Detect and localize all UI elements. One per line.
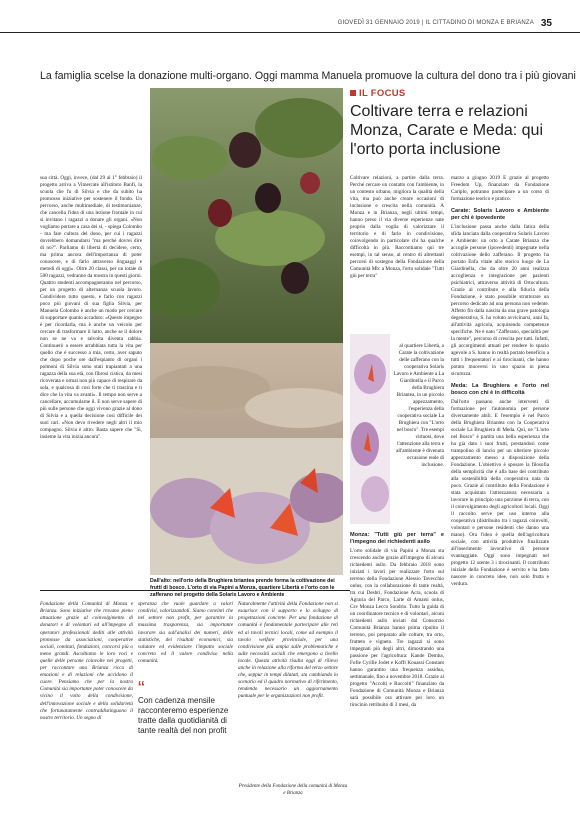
foundation-column-2 xyxy=(138,596,233,674)
right-col-text-a: marzo a giugno 2019 E grazie al progetto Freedom Up, finanziato da Fondazione Cariplo, potranno partecipare a un corso di formazione teorico e pratico. xyxy=(451,175,549,202)
meda-subheading: Meda: La Brughiera e l'orto nel bosco con chi è in difficoltà xyxy=(451,383,549,396)
article-pull-column xyxy=(392,338,444,526)
article-photo-collage xyxy=(150,88,343,575)
article-column-right xyxy=(451,175,549,807)
foundation-quote xyxy=(138,678,238,736)
article-intro-text: Coltivare relazioni, a partire dalla terra. Perché cercare un contatto con l'ambiente, in un contesto urbano, migliora la qualità della vita, ma può anche creare occasioni di inclusione e crescita nella comunità. A Monza e in Brianza, negli ultimi tempi, hanno preso il via diverse esperienze nate proprio dalla voglia di valorizzare il territorio e di farlo in condivisione, coinvolgendo in particolare chi ha qualche difficoltà in più. Raccontiamo qui tre esempi, in tal senso, al centro di altrettanti percorsi di sostegno della Fondazione della Comunità Mb: a Monza, l'orto solidale "Tutti giù per terra" xyxy=(350,175,444,279)
header-date-meta: GIOVEDÌ 31 GENNAIO 2019 | IL CITTADINO DI MONZA E BRIANZA xyxy=(337,20,534,26)
meda-text: Dall'orto passano anche interventi di formazione per l'autonomia per persone diversamente abili. E l'esempio è nel Parco della Brughiera Briantea con la Cooperativa sociale La Brughiera di Meda. Qui, ne "L'orto nel Bosco" è partita una bella esperienza che ha già dato i suoi frutti, prestandosi come trampolino di lancio per un ulteriore piccolo appezzamento messo a disposizione della Fondazione. L'obiettivo è sposare la filosofia della semplicità che è alla base del contributo alla sostenibilità della cooperativa nata da poco. Grazie al contributo della Fondazione è stata acquistata l'attrezzatura necessaria a lavorare in principio una porzione di terra, con il coinvolgimento degli agricoltori locali. Oggi il raccolto serve per uso interno alla cooperativa (distribuito tra i ragazzi coinvolti, volontari e persone residenti che danno una mano). Ora l'idea è quella dell'agricoltura sociale, con attività produttive finalizzate all'inserimento lavorativo di persone svantaggiate. Oggi sono impegnati nel progetto 12 utente 3 i tirocinanti. Il contributo iniziale della Fondazione è servito e ha fatto nascere in concreto idee, non solo frutta e verdura. xyxy=(451,399,549,587)
kicker-square-icon xyxy=(350,90,356,96)
article-kicker: IL FOCUS xyxy=(350,88,406,99)
foundation-column-1 xyxy=(40,596,133,806)
monza-text: L'orto solidale di via Papini a Monza sta crescendo anche grazie all'impegno di alcuni richiedenti asilo. Da febbraio 2018 sono iniziati i lavori per realizzare l'orto sul terreno della Fondazione Alessio Tavecchio onlus, con la collaborazione di tante realtà, tra cui Deshri, Fondazione Acra, scuola di Agraria del Parco, Larte di Amarsi onlus, Csv Monza Lecco Sondrio. Tutto la guida di un coordinatore tecnico e di volontari, alcuni richiedenti asilo inviati dal Consorzio Comunità Brianza hanno prima ripulito il terreno, poi preparato alle colture, tra orto, frutteto e vigneto. Tre ragazzi si sono impegnati più degli altri, dimostrando una passione per l'agricoltura: Kande Demba, Fofie Cyrille Jodet e Koffi Kouassi Constant hanno garantito una frequenza assidua, settimanale, fino a novembre 2018. Grazie al progetto "Accolti e Raccolti" finanziato da Fondazione di Comunità Monza e Brianza sarà possibile ora attivare per loro un tirocinio retribuito di 3 mesi, da xyxy=(350,548,444,708)
foundation-signature: Presidente della Fondazione della comunità di Monza e Brianza xyxy=(238,784,348,796)
main-headline: La famiglia scelse la donazione multi-organo. Oggi mamma Manuela promuove la cultura del dono tra i più giovani xyxy=(40,70,576,82)
quote-mark-icon: “ xyxy=(138,678,145,700)
photo-caption: Dall'alto: nell'orto della Brughiera briantea prende forma la coltivazione dei frutti di bosco. L'orto di via Papini a Monza, quartiere Libertà e l'orto con le zafferano nel progetto della Solaris Lavoro e Ambiente xyxy=(150,578,335,598)
monza-subheading: Monza: "Tutti giù per terra" e l'impegno dei richiedenti asilo xyxy=(350,532,444,545)
foundation-text-1: Fondazione della Comunità di Monza e Brianza. Sono iniziative che trovano pieno attuazione grazie al coinvolgimento di donatori e di volontari ed all'impegno di operatori professionali dediti alle attività promosse da associazioni, cooperative sociali, comitati, fondazioni, concorsi più o meno grandi. Ascoltiamo le loro voci e quelle delle persone coinvolte nei progetti, per raccontare una Brianza ricca di emozioni e di relazioni che accidono il cuore. Pensiamo che per la nostra Comunità sia importante poter conoscere da vicino il volto della condivisione, dell'innovazione sociale e della solidarietà che fortunatamente contraddistinguono il nostro territorio. Un segno di xyxy=(40,601,133,721)
foundation-text-2: speranza che vuole guardare a valori condivisi, valorizzandoli. Siamo convinti che nel settore non profit, per garantire la massima trasparenza, sia importante lavorare sia sull'analisi dei numeri, delle statistiche, dei risultati economici, sia valutare ed evidenziare l'impatto sociale concreto ed il valore condiviso nella comunità. xyxy=(138,601,233,664)
carate-text: L'inclusione passa anche dalla fatica della sfida lanciata dalla cooperativa Solaris Lavoro e Ambiente: un orto a Carate Brianza che accoglie persone (ipovedenti) impegnate nella coltivazione dello zafferano. Il progetto ha portato Enfa vitale allo storico luogo de La Giardinella, che da oltre 20 anni realizza accoglienza e integrazione per pazienti psichiatrici, attraverso attività di Ortocultura. Grazie al contributo e alla fiducia della Fondazione, è stato possibile strutturare un percorso dedicato ad una persona non vedente. Affetto fin dalla nascita da una grave patologia degenerativa, S. ha voluto avvicinarsi, anni fa, all'attività agricola, acquisendo competenze specifiche. Ne è nato "Zafferano, specialità per la mente", percorso di crescita per tutti. Infatti, gli accorgimenti attuati per rendere lo spazio agevole a S. hanno in realtà portato beneficio a tutti i frequentatori e ai tirocinanti, che hanno potuto muoversi in uno spazio in piena sicurezza. xyxy=(451,224,549,377)
foundation-box-rule xyxy=(40,590,350,591)
inset-flower-photo xyxy=(350,334,390,524)
foundation-column-3 xyxy=(238,596,338,806)
page-number: 35 xyxy=(540,18,552,29)
saffron-flower-icon xyxy=(350,334,390,524)
side-story-column xyxy=(40,175,142,575)
article-title: Coltivare terra e relazioni Monza, Carate e Meda: qui l'orto porta inclusione xyxy=(350,103,543,158)
carate-subheading: Carate: Solaris Lavoro e Ambiente per chi è ipovedente xyxy=(451,208,549,221)
side-story-text: sua città. Oggi, invece, (dal 29 al 1° febbraio) il progetto arriva a Vimercate all'istituto Banfi, la scuola che fu di Silvia e che da subito ha promosso iniziative per sostenere il fondo. Un percorso, anche multimediale, di testimonianze, che cancella l'idea di una lezione frontale in cui si invitano i ragazzi a donare gli organi. «Non vogliamo portare a casa dei sì, - spiega Colombo - ma fare cultura del dono, per cui i ragazzi dovrebbero domandarsi "ma perché dovrei dire di no?". Parliamo di libertà di decidere, certo, ma prima ancora dell'importanza di poter conoscere, e di farlo attraverso linguaggi e metodi di oggi». Oltre 20 classi, per un totale di 500 ragazzi, vedranno da mostra in questi giorni. Quattro studenti accompagneranno nel percorso, per un progetto di alternanza scuola lavoro. Condividere tutto questo, e farlo con ragazzi poco più giovani di sua figlia Silvia, per Manuela Colombo è anche un modo per cercare di supportare quanto accaduto: «Questo impegno è per ricordarla, ma è anche un veicolo per cercare di trasformare il lutto, anche se il dolore non se ne va e talvolta diventa rabbia. Continuerò a essere arrabbiata tutta la vita per quello che è successo a mia, certo, aver saputo che dopo poche ore dall'espianto di organi i polmoni di Silvia sono stati trapiantati a una ragazza della sua età, con fibrosi cistica, da mesi ricoverata e ormai non più capace di respirare da sola, e qualcosa di così forte che ti trascina e ti dice che la vita va avanti». Il tempo non serve a cancellare, accumularne il. E non serve sapere di più sulle persone che oggi vivono grazie al dono di Silvia e a quella decisione così difficile dei suoi cari. «Non devo rivedere negli altri il mio compagno. Silvia è altro. Basta sapere che "Sì, insieme la vita inizia ancora". xyxy=(40,175,142,440)
article-column-intro xyxy=(350,175,444,325)
foundation-quote-text: Con cadenza mensile racconteremo esperienze tratte dalla quotidianità di tante realtà del non profit xyxy=(138,696,229,735)
article-pull-text: al quartiere Libertà, a Carate la coltivazione delle zafferano con la cooperativa Solaris Lavoro e Ambiente a La Giardinella e il Parco della Brughiera Briantea, in un piccolo appezzamento, l'esperienza della cooperativa sociale La Brughiera con "L'orto nel bosco". Tre esempi virtuosi, dove l'attenzione alla terra e all'ambiente è divenuta occasione reale di inclusione. xyxy=(393,343,444,469)
article-column-monza xyxy=(350,527,444,807)
berries-photo xyxy=(150,88,343,575)
foundation-text-3: Naturalmente l'attività della Fondazione non si esaurisce con il supporto e lo sviluppo di progettazioni concrete. Per una fondazione di comunità è fondamentale partecipare alle reti ed ai tavoli tecnici locali, come ad esempio il tavolo welfare provinciale, per una condivisione più ampia sulle problematiche e sulle necessità sociali che emergono a livello locale. Questa attività risulta oggi di rilievo anche in relazione alla riforma del terzo settore che, seppur in tempi dilatati, sta cambiando lo scenario ed il quadro normativo di riferimento, rendendo necessario un aggiornamento puntuale per le organizzazioni non profit. xyxy=(238,601,338,700)
page-header xyxy=(0,18,580,33)
